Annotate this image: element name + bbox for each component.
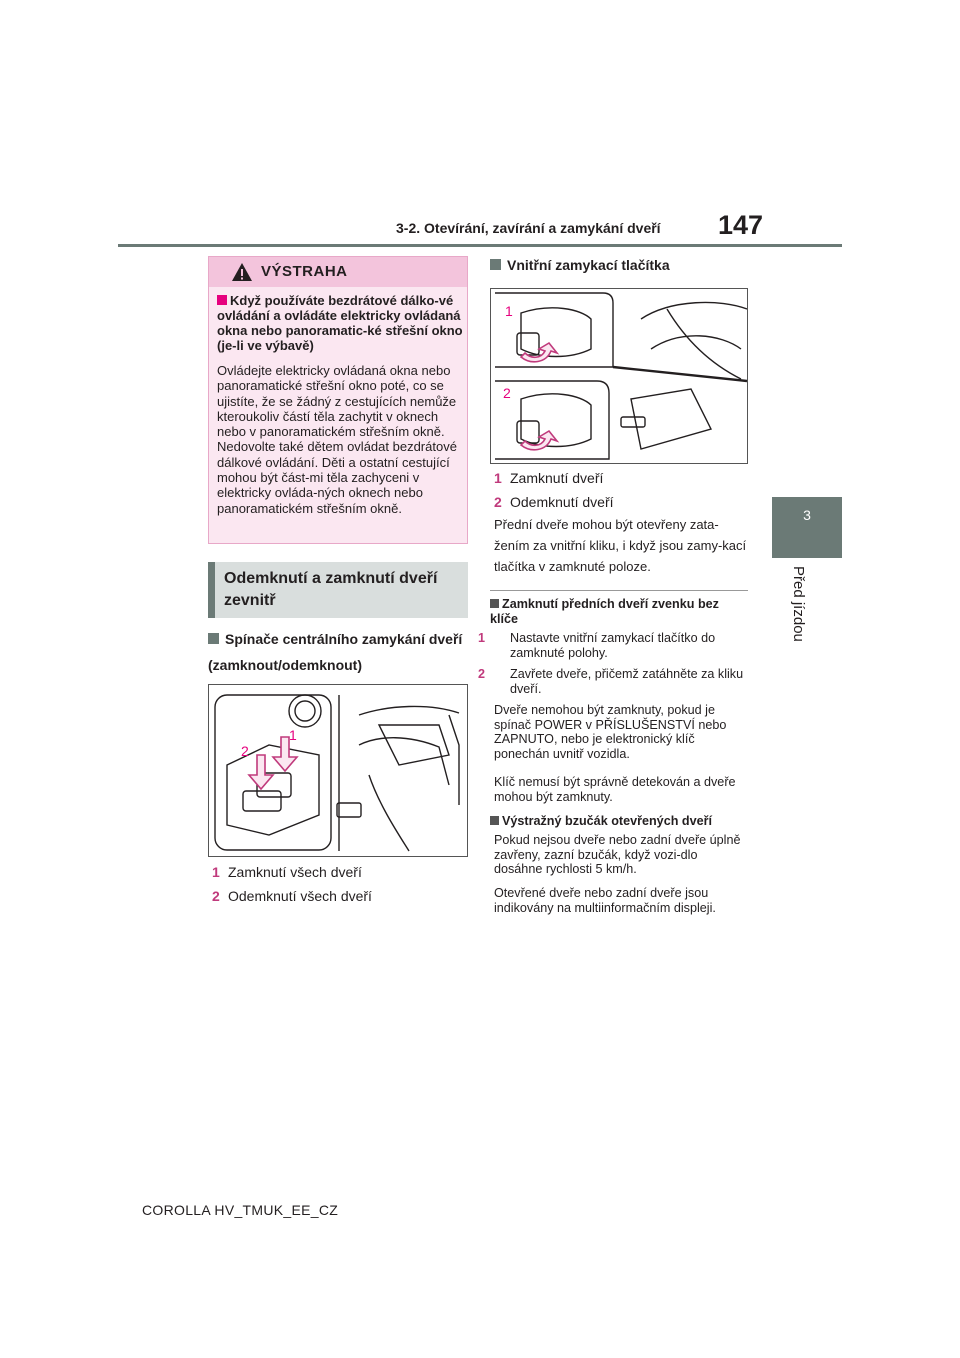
bullet-square-icon	[490, 259, 501, 270]
figure-callout-2: 2	[503, 385, 511, 401]
bullet-square-icon	[490, 599, 499, 608]
figure-callout-1: 1	[505, 303, 513, 319]
lock-outside-para-1: Dveře nemohou být zamknuty, pokud je spínač POWER v PŘÍSLUŠENSTVÍ nebo ZAPNUTO, nebo je elektronický klíč ponechán uvnitř vozidla.	[494, 703, 727, 761]
right-note: Přední dveře mohou být otevřeny zata-žením za vnitřní kliku, i když jsou zamy-kací tlačítka v zamknuté poloze.	[494, 517, 747, 574]
buzzer-para-2: Otevřené dveře nebo zadní dveře jsou indikovány na multiinformačním displeji.	[494, 886, 716, 915]
buzzer-title: Výstražný bzučák otevřených dveří	[490, 814, 748, 829]
lock-outside-step-2: 2 Zavřete dveře, přičemž zatáhněte za kliku dveří.	[478, 667, 744, 696]
chapter-title: Před jízdou	[790, 566, 807, 642]
left-subtitle: Spínače centrálního zamykání dveří (zamknout/odemknout)	[208, 631, 463, 673]
warning-body: Ovládejte elektricky ovládaná okna nebo panoramatické střešní okno poté, co se ujistíte, že se žádný z cestujících nemůže kteroukoliv částí těla zachytit v oknech nebo v panoramatickém střešním okně. Nedovolte také dětem ovládat bezdrátové dálkové ovládání. Děti a ostatní cestující mohou být část-mi těla zachyceni v elektricky ovláda-ných oknech nebo panoramatickém střešním okně.	[217, 363, 457, 516]
inside-door-illustration	[491, 289, 747, 463]
warning-header	[209, 257, 467, 287]
warning-box	[208, 256, 468, 544]
section-heading-title: Odemknutí a zamknutí dveří zevnitř	[224, 570, 438, 609]
chapter-number: 3	[803, 507, 811, 523]
bullet-square-icon	[208, 633, 219, 644]
inside-lock-button-figure	[490, 288, 748, 464]
page-number: 147	[718, 210, 764, 240]
left-step-2: 2 Odemknutí všech dveří	[212, 888, 372, 904]
lock-outside-title: Zamknutí předních dveří zvenku bez klíče	[490, 597, 719, 626]
right-subtitle: Vnitřní zamykací tlačítka	[490, 254, 752, 277]
warning-title: VÝSTRAHA	[261, 263, 348, 280]
header-rule	[118, 244, 842, 247]
buzzer-para-1: Pokud nejsou dveře nebo zadní dveře úplně zavřeny, zazní bzučák, když vozi-dlo dosáhne rychlosti 5 km/h.	[494, 833, 741, 876]
section-heading	[208, 562, 468, 618]
warning-subtitle: Když používáte bezdrátové dálko-vé ovládání a ovládáte elektricky ovládaná okna nebo panoramatic-ké střešní okno (je-li ve výbavě)	[217, 293, 463, 353]
section-heading-bar	[208, 562, 215, 618]
figure-callout-2: 2	[241, 743, 249, 759]
bullet-square-icon	[490, 816, 499, 825]
footer-model-code: COROLLA HV_TMUK_EE_CZ	[142, 1202, 339, 1218]
left-step-1: 1 Zamknutí všech dveří	[212, 864, 362, 880]
section-header-title: 3-2. Otevírání, zavírání a zamykání dveří	[396, 220, 661, 236]
chapter-tab	[772, 497, 842, 558]
central-lock-switch-figure	[208, 684, 468, 857]
right-step-1: 1 Zamknutí dveří	[494, 470, 604, 486]
lock-outside-step-1: 1 Nastavte vnitřní zamykací tlačítko do zamknuté polohy.	[478, 631, 716, 660]
right-step-2: 2 Odemknutí dveří	[494, 494, 614, 510]
warning-triangle-icon	[231, 262, 253, 282]
bullet-square-icon	[217, 295, 227, 305]
door-switch-illustration	[209, 685, 467, 856]
lock-outside-para-2: Klíč nemusí být správně detekován a dveře mohou být zamknuty.	[494, 775, 736, 804]
figure-callout-1: 1	[289, 727, 297, 743]
divider	[490, 590, 748, 591]
